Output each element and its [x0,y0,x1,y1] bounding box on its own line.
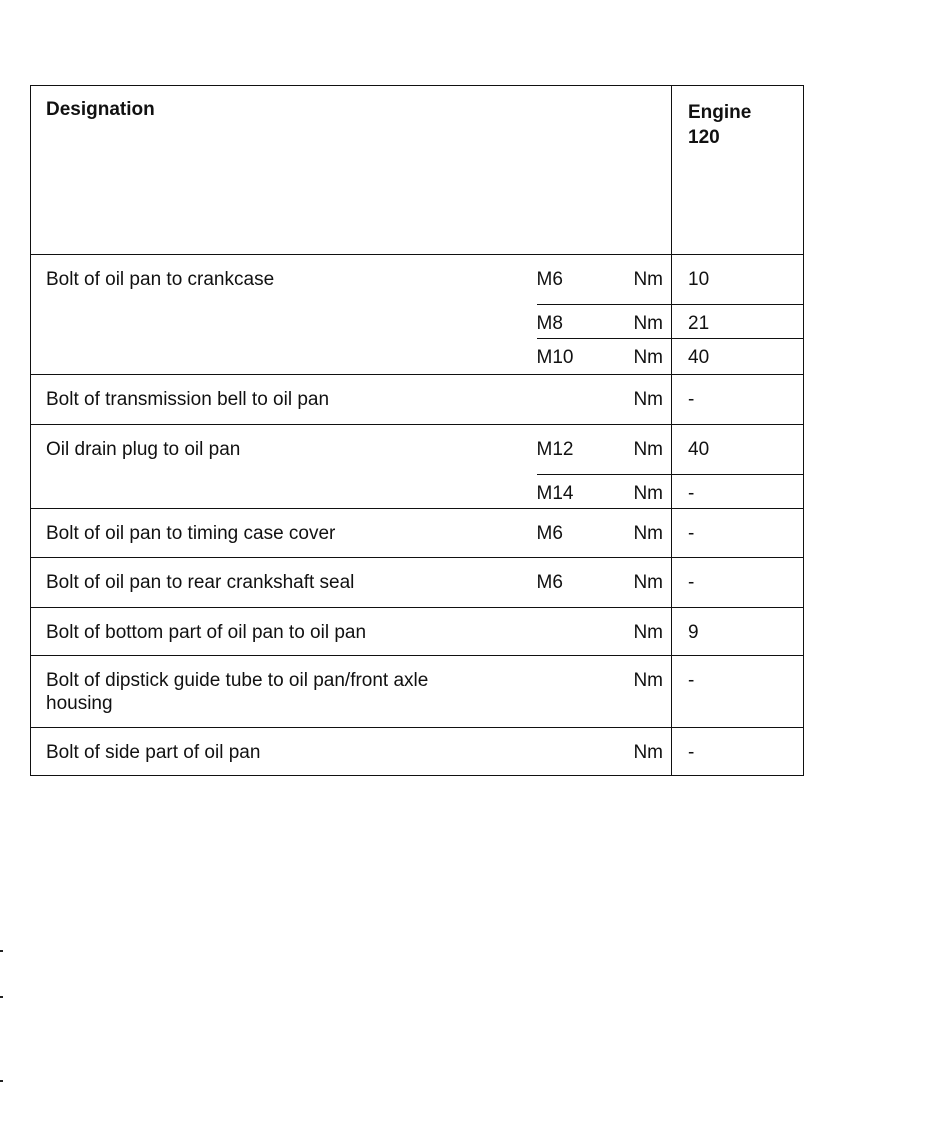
row-value: - [672,728,804,776]
row-size: M14 [537,475,617,509]
row-description: Bolt of oil pan to timing case cover [31,509,537,558]
row-size: M6 [537,558,617,608]
row-description: Bolt of oil pan to crankcase [31,255,537,375]
designation-header: Designation [31,86,672,255]
table-row [31,558,804,608]
row-unit: Nm [617,509,672,558]
row-value: - [672,558,804,608]
engine-header-label: Engine [688,102,752,123]
table-row [31,509,804,558]
row-unit: Nm [617,305,672,339]
row-description: Bolt of dipstick guide tube to oil pan/front axle housing [31,656,537,728]
row-size: M6 [537,509,617,558]
row-value: 40 [672,339,804,375]
row-value: 40 [672,425,804,475]
row-value: 9 [672,608,804,656]
row-unit: Nm [617,425,672,475]
engine-header-number: 120 [688,127,720,148]
scan-artifact-mark [0,1080,3,1082]
table-row [31,255,804,305]
table-row [31,375,804,425]
scan-artifact-mark [0,996,3,998]
row-value: - [672,656,804,728]
header-row [31,86,804,255]
table-row [31,656,804,728]
row-size [537,375,617,425]
row-size: M6 [537,255,617,305]
row-description: Oil drain plug to oil pan [31,425,537,509]
torque-spec-table [30,85,804,776]
row-size [537,608,617,656]
row-description: Bolt of oil pan to rear crankshaft seal [31,558,537,608]
row-description: Bolt of side part of oil pan [31,728,537,776]
row-size: M8 [537,305,617,339]
table-row [31,608,804,656]
row-unit: Nm [617,339,672,375]
row-unit: Nm [617,475,672,509]
row-value: 10 [672,255,804,305]
row-value: 21 [672,305,804,339]
row-description: Bolt of bottom part of oil pan to oil pan [31,608,537,656]
row-unit: Nm [617,375,672,425]
row-unit: Nm [617,255,672,305]
scan-artifact-mark [0,950,3,952]
row-value: - [672,475,804,509]
row-value: - [672,375,804,425]
row-size [537,728,617,776]
row-size [537,656,617,728]
row-size: M12 [537,425,617,475]
table-row [31,728,804,776]
row-unit: Nm [617,728,672,776]
row-unit: Nm [617,558,672,608]
row-value: - [672,509,804,558]
row-size: M10 [537,339,617,375]
row-unit: Nm [617,608,672,656]
row-unit: Nm [617,656,672,728]
row-description: Bolt of transmission bell to oil pan [31,375,537,425]
table-row [31,425,804,475]
engine-header [672,86,804,255]
